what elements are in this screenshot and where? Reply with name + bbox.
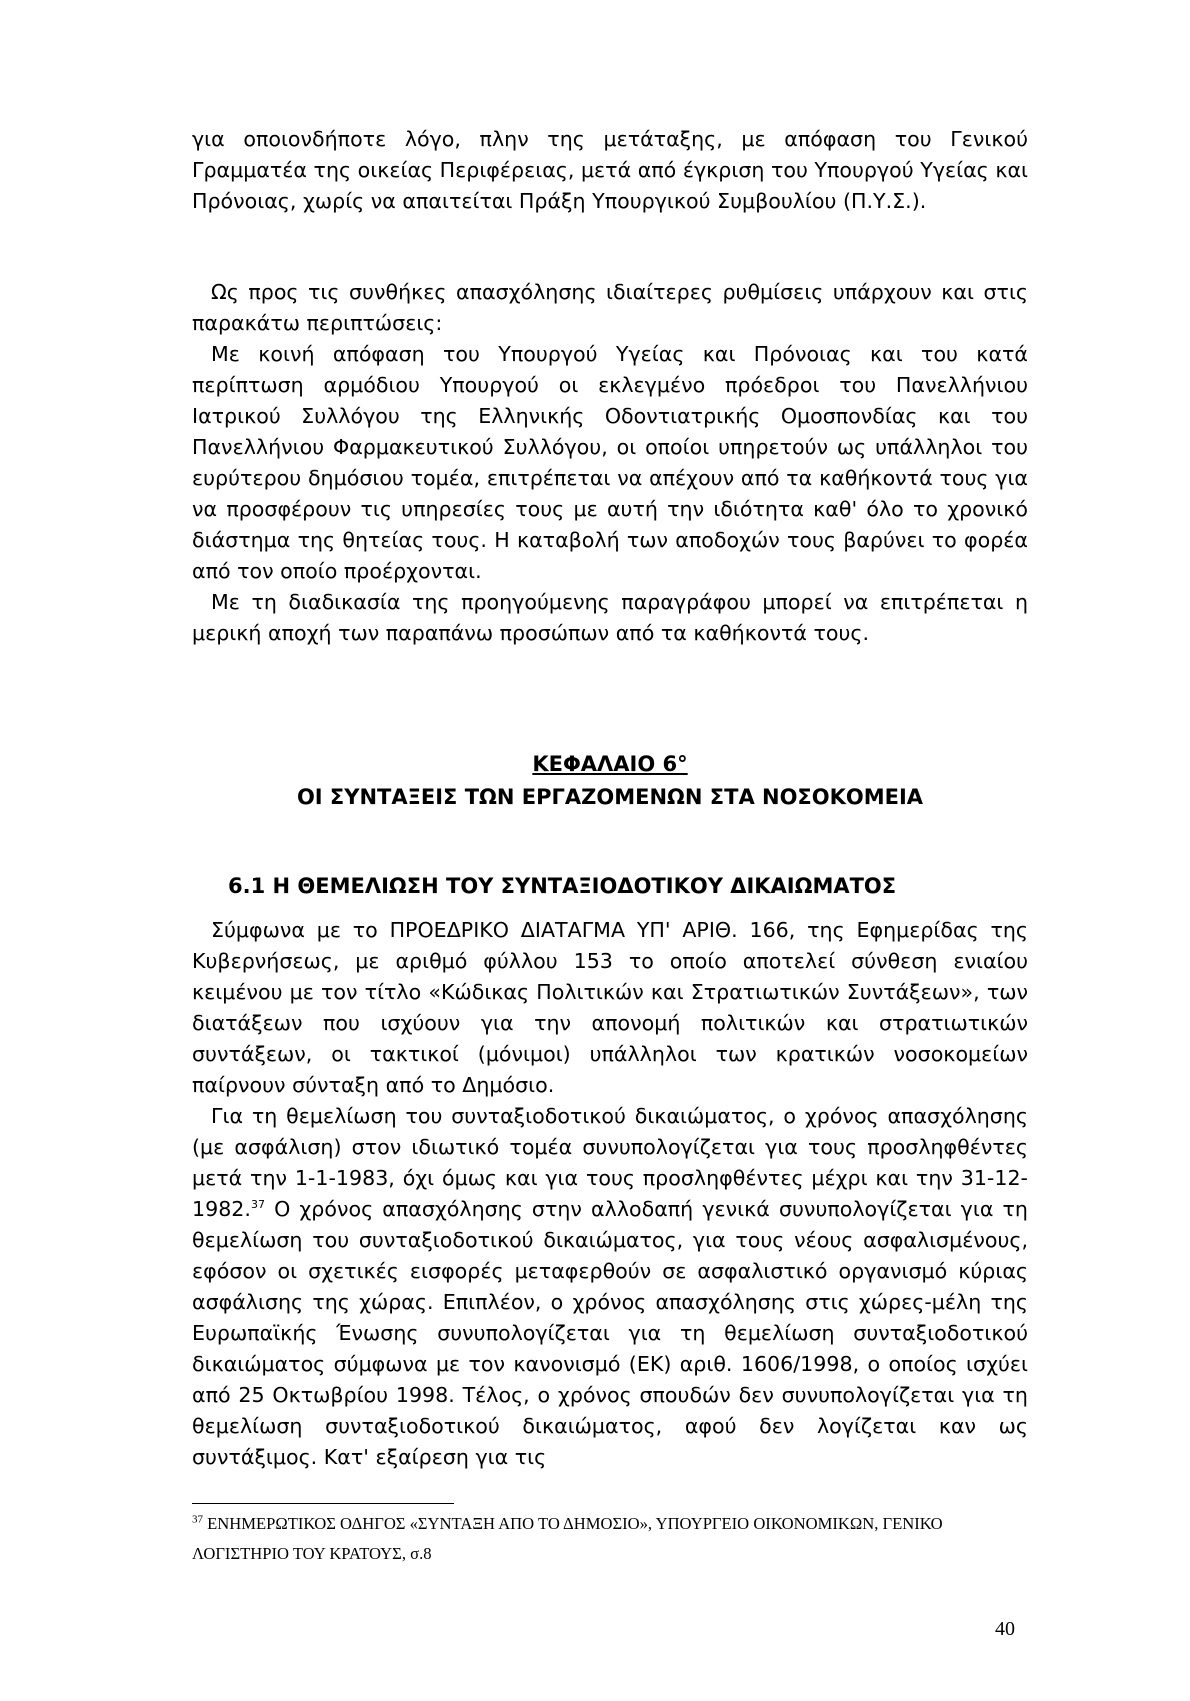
- conditions-paragraph: Ως προς τις συνθήκες απασχόλησης ιδιαίτερες ρυθμίσεις υπάρχουν και στις παρακάτω περιπτώσεις:: [192, 280, 1028, 335]
- text-block-conditions: [192, 277, 1028, 649]
- footnote-divider: [192, 1503, 454, 1504]
- partial-leave-paragraph: Με τη διαδικασία της προηγούμενης παραγράφου μπορεί να επιτρέπεται η μερική αποχή των παραπάνω προσώπων από τα καθήκοντά τους.: [192, 590, 1028, 645]
- presidents-paragraph: Με κοινή απόφαση του Υπουργού Υγείας και Πρόνοιας και του κατά περίπτωση αρμόδιου Υπουργού οι εκλεγμένο πρόεδροι του Πανελλήνιου Ιατρικού Συλλόγου της Ελληνικής Οδοντιατρικής Ομοσπονδίας και του Πανελλήνιου Φαρμακευτικού Συλλόγου, οι οποίοι υπηρετούν ως υπάλληλοι του ευρύτερου δημόσιου τομέα, επιτρέπεται να απέχουν από τα καθήκοντά τους για να προσφέρουν τις υπηρεσίες τους με αυτή την ιδιότητα καθ' όλο το χρονικό διάστημα της θητείας τους. Η καταβολή των αποδοχών τους βαρύνει το φορέα από τον οποίο προέρχονται.: [192, 342, 1028, 583]
- decree-paragraph: Σύμφωνα με το ΠΡΟΕΔΡΙΚΟ ΔΙΑΤΑΓΜΑ ΥΠ' ΑΡΙΘ. 166, της Εφημερίδας της Κυβερνήσεως, με αριθμό φύλλου 153 το οποίο αποτελεί σύνθεση ενιαίου κειμένου με τον τίτλο «Κώδικας Πολιτικών και Στρατιωτικών Συντάξεων», των διατάξεων που ισχύουν για την απονομή πολιτικών και στρατιωτικών συντάξεων, οι τακτικοί (μόνιμοι) υπάλληλοι των κρατικών νοσοκομείων παίρνουν σύνταξη από το Δημόσιο.: [192, 918, 1028, 1097]
- text-block-section: [192, 915, 1028, 1473]
- pension-basis-text-part2: Ο χρόνος απασχόλησης στην αλλοδαπή γενικά συνυπολογίζεται για τη θεμελίωση του συνταξιοδοτικού δικαιώματος, για τους νέους ασφαλισμένους, εφόσον οι σχετικές εισφορές μεταφερθούν σε ασφαλιστικό οργανισμό κύριας ασφάλισης της χώρας. Επιπλέον, ο χρόνος απασχόλησης στις χώρες-μέλη της Ευρωπαϊκής Ένωσης συνυπολογίζεται για τη θεμελίωση συνταξιοδοτικού δικαιώματος σύμφωνα με τον κανονισμό (ΕΚ) αριθ. 1606/1998, ο οποίος ισχύει από 25 Οκτωβρίου 1998. Τέλος, ο χρόνος σπουδών δεν συνυπολογίζεται για τη θεμελίωση συνταξιοδοτικού δικαιώματος, αφού δεν λογίζεται καν ως συντάξιμος. Κατ' εξαίρεση για τις: [192, 1197, 1028, 1469]
- page-number: 40: [995, 1618, 1015, 1640]
- text-block-top: [192, 124, 1028, 217]
- footnote-reference: 37: [250, 1198, 265, 1212]
- chapter-number: ΚΕΦΑΛΑΙΟ 6°: [532, 752, 688, 776]
- pension-basis-paragraph: [192, 1101, 1028, 1473]
- footnote-number: 37: [192, 1513, 203, 1526]
- chapter-title: ΟΙ ΣΥΝΤΑΞΕΙΣ ΤΩΝ ΕΡΓΑΖΟΜΕΝΩΝ ΣΤΑ ΝΟΣΟΚΟΜΕΙΑ: [296, 785, 924, 809]
- footnote: [192, 1509, 1028, 1569]
- pension-basis-text-part1: Για τη θεμελίωση του συνταξιοδοτικού δικαιώματος, ο χρόνος απασχόλησης (με ασφάλιση) στον ιδιωτικό τομέα συνυπολογίζεται για τους προσληφθέντες μετά την 1-1-1983, όχι όμως και για τους προσληφθέντες μέχρι και την 31-12-1982.: [192, 1104, 1028, 1221]
- footnote-text: ΕΝΗΜΕΡΩΤΙΚΟΣ ΟΔΗΓΟΣ «ΣΥΝΤΑΞΗ ΑΠΟ ΤΟ ΔΗΜΟΣΙΟ», ΥΠΟΥΡΓΕΙΟ ΟΙΚΟΝΟΜΙΚΩΝ, ΓΕΝΙΚΟ ΛΟΓΙΣΤΗΡΙΟ ΤΟΥ ΚΡΑΤΟΥΣ, σ.8: [192, 1514, 943, 1563]
- section-heading: 6.1 Η ΘΕΜΕΛΙΩΣΗ ΤΟΥ ΣΥΝΤΑΞΙΟΔΟΤΙΚΟΥ ΔΙΚΑΙΩΜΑΤΟΣ: [228, 874, 897, 898]
- intro-paragraph: για οποιονδήποτε λόγο, πλην της μετάταξης, με απόφαση του Γενικού Γραμματέα της οικείας Περιφέρειας, μετά από έγκριση του Υπουργού Υγείας και Πρόνοιας, χωρίς να απαιτείται Πράξη Υπουργικού Συμβουλίου (Π.Υ.Σ.).: [192, 127, 1028, 213]
